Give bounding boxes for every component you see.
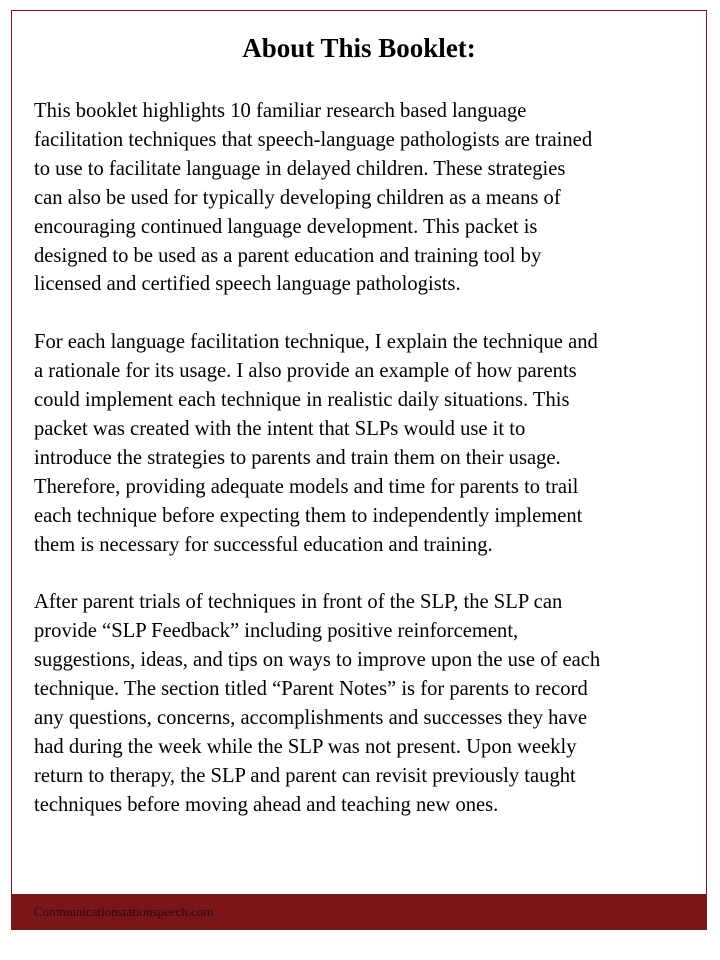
text-line: encouraging continued language development. This packet is: [34, 215, 538, 238]
footer-website: Communicationstationspeech.com: [34, 904, 214, 919]
text-line: a rationale for its usage. I also provide an example of how parents: [34, 360, 577, 383]
body-text: [34, 97, 706, 849]
text-line: Therefore, providing adequate models and time for parents to trail: [34, 475, 579, 498]
paragraph-2: [34, 328, 706, 559]
text-line: can also be used for typically developing children as a means of: [34, 186, 561, 209]
text-line: introduce the strategies to parents and train them on their usage.: [34, 446, 561, 469]
text-line: suggestions, ideas, and tips on ways to improve upon the use of each: [34, 649, 601, 672]
text-line: designed to be used as a parent education and training tool by: [34, 244, 542, 267]
text-line: This booklet highlights 10 familiar research based language: [34, 100, 527, 122]
text-line: provide “SLP Feedback” including positive reinforcement,: [34, 620, 519, 643]
text-line: For each language facilitation technique, I explain the technique and: [34, 331, 598, 354]
text-line: had during the week while the SLP was not present. Upon weekly: [34, 735, 577, 758]
text-line: techniques before moving ahead and teaching new ones.: [34, 793, 499, 816]
text-line: After parent trials of techniques in front of the SLP, the SLP can: [34, 591, 563, 614]
text-line: each technique before expecting them to independently implement: [34, 504, 583, 527]
text-line: facilitation techniques that speech-language pathologists are trained: [34, 128, 593, 151]
text-line: any questions, concerns, accomplishments and successes they have: [34, 707, 588, 729]
footer-bar: [12, 894, 706, 929]
paragraph-3: [34, 588, 706, 819]
text-line: return to therapy, the SLP and parent can revisit previously taught: [34, 764, 576, 787]
text-line: to use to facilitate language in delayed children. These strategies: [34, 157, 566, 180]
text-line: packet was created with the intent that SLPs would use it to: [34, 417, 526, 440]
paragraph-1: [34, 97, 706, 299]
page-title: About This Booklet:: [242, 33, 476, 63]
text-line: them is necessary for successful education and training.: [34, 533, 493, 556]
text-line: could implement each technique in realistic daily situations. This: [34, 389, 570, 412]
text-line: licensed and certified speech language pathologists.: [34, 273, 461, 296]
booklet-page: [11, 10, 707, 930]
text-line: technique. The section titled “Parent Notes” is for parents to record: [34, 678, 588, 701]
